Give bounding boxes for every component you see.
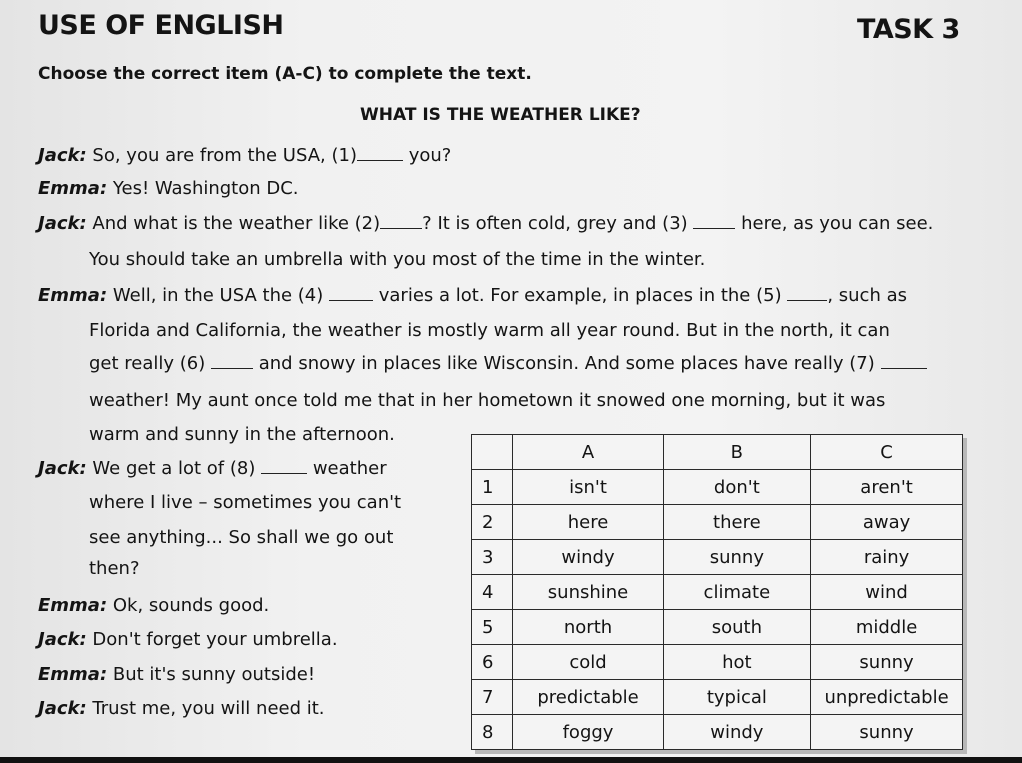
option-b: there — [663, 505, 811, 540]
dialogue-line — [89, 249, 705, 271]
row-number: 6 — [472, 645, 513, 680]
line-text: Trust me, you will need it. — [92, 698, 325, 719]
line-text: weather! My aunt once told me that in her hometown it snowed one morning, but it was — [89, 390, 886, 411]
dialogue-line — [38, 629, 338, 651]
blank-gap — [787, 286, 827, 301]
options-table — [471, 434, 963, 750]
column-header-c: C — [811, 435, 963, 470]
option-b: climate — [663, 575, 811, 610]
task-label: TASK 3 — [857, 14, 960, 45]
speaker-name: Emma: — [38, 664, 108, 685]
option-c: sunny — [811, 715, 963, 750]
line-text: Yes! Washington DC. — [112, 178, 299, 199]
speaker-name: Emma: — [38, 595, 108, 616]
option-a: north — [513, 610, 663, 645]
row-number: 8 — [472, 715, 513, 750]
dialogue-line — [89, 558, 140, 580]
table-row — [472, 645, 963, 680]
line-text: see anything... So shall we go out — [89, 527, 394, 548]
blank-gap — [261, 459, 307, 474]
option-a: here — [513, 505, 663, 540]
line-text: and snowy in places like Wisconsin. And some places have really (7) — [258, 353, 875, 374]
table-header-row — [472, 435, 963, 470]
table-row — [472, 610, 963, 645]
option-b: don't — [663, 470, 811, 505]
section-title: USE OF ENGLISH — [38, 10, 284, 41]
row-number: 1 — [472, 470, 513, 505]
line-text: where I live – sometimes you can't — [89, 492, 402, 513]
dialogue-line — [38, 145, 451, 167]
line-text: We get a lot of (8) — [92, 458, 256, 479]
blank-gap — [357, 146, 403, 161]
option-c: away — [811, 505, 963, 540]
line-text: get really (6) — [89, 353, 206, 374]
line-text: you? — [408, 145, 452, 166]
option-b: hot — [663, 645, 811, 680]
row-number: 7 — [472, 680, 513, 715]
speaker-name: Jack: — [38, 458, 87, 479]
line-text: , such as — [827, 285, 907, 306]
dialogue-line — [89, 320, 890, 342]
blank-gap — [693, 214, 735, 229]
line-text: And what is the weather like (2) — [92, 213, 381, 234]
option-b: sunny — [663, 540, 811, 575]
row-number: 5 — [472, 610, 513, 645]
table-row — [472, 505, 963, 540]
option-a: isn't — [513, 470, 663, 505]
option-c: wind — [811, 575, 963, 610]
dialogue-line — [89, 353, 927, 375]
dialogue-line — [89, 390, 885, 412]
speaker-name: Jack: — [38, 698, 87, 719]
speaker-name: Emma: — [38, 178, 108, 199]
line-text: here, as you can see. — [741, 213, 934, 234]
speaker-name: Jack: — [38, 213, 87, 234]
option-b: typical — [663, 680, 811, 715]
speaker-name: Jack: — [38, 145, 87, 166]
dialogue-line — [38, 664, 315, 686]
option-b: south — [663, 610, 811, 645]
instruction: Choose the correct item (A-C) to complete the text. — [38, 64, 532, 84]
blank-gap — [380, 214, 422, 229]
column-header-a: A — [513, 435, 663, 470]
bottom-rule — [0, 757, 1022, 763]
blank-gap — [329, 286, 373, 301]
line-text: Don't forget your umbrella. — [92, 629, 338, 650]
table-row — [472, 470, 963, 505]
row-number: 2 — [472, 505, 513, 540]
option-b: windy — [663, 715, 811, 750]
line-text: Ok, sounds good. — [112, 595, 270, 616]
line-text: then? — [89, 558, 140, 579]
dialogue-line — [89, 492, 401, 514]
table-row — [472, 680, 963, 715]
option-c: aren't — [811, 470, 963, 505]
option-a: windy — [513, 540, 663, 575]
line-text: Florida and California, the weather is mostly warm all year round. But in the north, it can — [89, 320, 890, 341]
dialogue-line — [38, 213, 933, 235]
dialogue-line — [89, 527, 393, 549]
dialogue-line — [38, 458, 387, 480]
row-number: 4 — [472, 575, 513, 610]
speaker-name: Jack: — [38, 629, 87, 650]
dialogue-line — [38, 178, 299, 200]
option-c: sunny — [811, 645, 963, 680]
table-row — [472, 540, 963, 575]
line-text: varies a lot. For example, in places in the (5) — [378, 285, 782, 306]
option-a: foggy — [513, 715, 663, 750]
option-a: predictable — [513, 680, 663, 715]
header-blank-cell — [472, 435, 513, 470]
dialogue-line — [89, 424, 395, 446]
dialogue-line — [38, 595, 269, 617]
option-c: unpredictable — [811, 680, 963, 715]
line-text: warm and sunny in the afternoon. — [89, 424, 395, 445]
option-a: cold — [513, 645, 663, 680]
speaker-name: Emma: — [38, 285, 108, 306]
line-text: So, you are from the USA, (1) — [92, 145, 357, 166]
text-title: WHAT IS THE WEATHER LIKE? — [360, 105, 641, 125]
option-c: rainy — [811, 540, 963, 575]
line-text: weather — [312, 458, 387, 479]
option-a: sunshine — [513, 575, 663, 610]
blank-gap — [881, 354, 927, 369]
dialogue-line — [38, 285, 907, 307]
table-row — [472, 715, 963, 750]
blank-gap — [211, 354, 253, 369]
table-row — [472, 575, 963, 610]
option-c: middle — [811, 610, 963, 645]
row-number: 3 — [472, 540, 513, 575]
line-text: ? It is often cold, grey and (3) — [422, 213, 688, 234]
line-text: Well, in the USA the (4) — [112, 285, 324, 306]
line-text: But it's sunny outside! — [112, 664, 316, 685]
dialogue-line — [38, 698, 325, 720]
line-text: You should take an umbrella with you most of the time in the winter. — [89, 249, 706, 270]
column-header-b: B — [663, 435, 811, 470]
